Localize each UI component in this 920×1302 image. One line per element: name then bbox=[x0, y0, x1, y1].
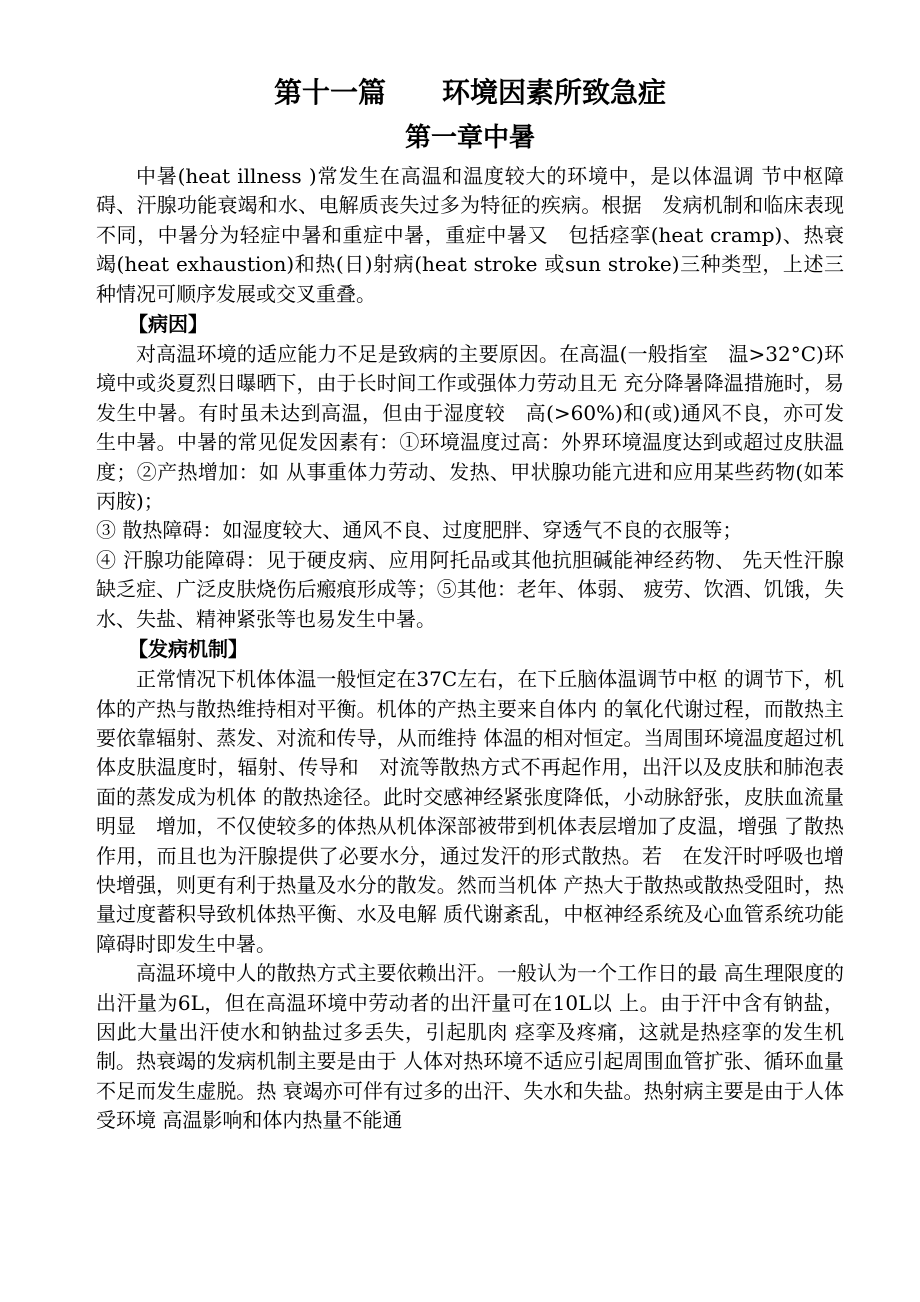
etiology-paragraph: 对高温环境的适应能力不足是致病的主要原因。在高温(一般指室 温>32°C)环境中或炎夏烈日曝晒下，由于长时间工作或强体力劳动且无 充分降暑降温措施时，易发生中暑。有时虽未达到高温，但由于湿度较 高(>60%)和(或)通风不良，亦可发生中暑。中暑的常见促发因素有：①环境温度过高：外界环境温度达到或超过皮肤温度；②产热增加：如 从事重体力劳动、发热、甲状腺功能亢进和应用某些药物(如苯丙胺)； bbox=[96, 342, 844, 514]
intro-paragraph: 中暑(heat illness )常发生在高温和温度较大的环境中，是以体温调 节中枢障碍、汗腺功能衰竭和水、电解质丧失过多为特征的疾病。根据 发病机制和临床表现不同，中暑分为轻症中暑和重症中暑，重症中暑又 包括痉挛(heat cramp)、热衰竭(heat exhaustion)和热(日)射病(heat stroke 或sun stroke)三种类型，上述三种情况可顺序发展或交叉重叠。 bbox=[96, 164, 844, 306]
chapter-title: 第一章中暑 bbox=[404, 123, 535, 153]
part-title: 第十一篇 环境因素所致急症 bbox=[273, 76, 666, 109]
pathogenesis-heading: 【发病机制】 bbox=[128, 637, 248, 662]
etiology-heading: 【病因】 bbox=[128, 312, 208, 337]
pathogenesis-paragraph-1: 正常情况下机体体温一般恒定在37C左右，在下丘脑体温调节中枢 的调节下，机体的产热与散热维持相对平衡。机体的产热主要来自体内 的氧化代谢过程，而散热主要依靠辐射、蒸发、对流和传导，从而维持 体温的相对恒定。当周围环境温度超过机体皮肤温度时，辐射、传导和 对流等散热方式不再起作用，出汗以及皮肤和肺泡表面的蒸发成为机体 的散热途径。此时交感神经紧张度降低，小动脉舒张，皮肤血流量明显 增加，不仅使较多的体热从机体深部被带到机体表层增加了皮温，增强 了散热作用，而且也为汗腺提供了必要水分，通过发汗的形式散热。若 在发汗时呼吸也增快增强，则更有利于热量及水分的散发。然而当机体 产热大于散热或散热受阻时，热量过度蓄积导致机体热平衡、水及电解 质代谢紊乱，中枢神经系统及心血管系统功能障碍时即发生中暑。 bbox=[96, 667, 844, 956]
pathogenesis-paragraph-2: 高温环境中人的散热方式主要依赖出汗。一般认为一个工作日的最 高生理限度的出汗量为6L，但在高温环境中劳动者的出汗量可在10L以 上。由于汗中含有钠盐，因此大量出汗使水和钠盐过多丢失，引起肌肉 痉挛及疼痛，这就是热痉挛的发生机制。热衰竭的发病机制主要是由于 人体对热环境不适应引起周围血管扩张、循环血量不足而发生虚脱。热 衰竭亦可伴有过多的出汗、失水和失盐。热射病主要是由于人体受环境 高温影响和体内热量不能通 bbox=[96, 961, 844, 1133]
etiology-item-heat-dissipation: ③ 散热障碍：如湿度较大、通风不良、过度肥胖、穿透气不良的衣服等； bbox=[96, 518, 743, 543]
document-page bbox=[96, 70, 844, 1136]
etiology-item-sweat-gland: ④ 汗腺功能障碍：见于硬皮病、应用阿托品或其他抗胆碱能神经药物、 先天性汗腺缺乏症、广泛皮肤烧伤后瘢痕形成等；⑤其他：老年、体弱、 疲劳、饮酒、饥饿，失水、失盐、精神紧张等也易发生中暑。 bbox=[96, 547, 844, 631]
